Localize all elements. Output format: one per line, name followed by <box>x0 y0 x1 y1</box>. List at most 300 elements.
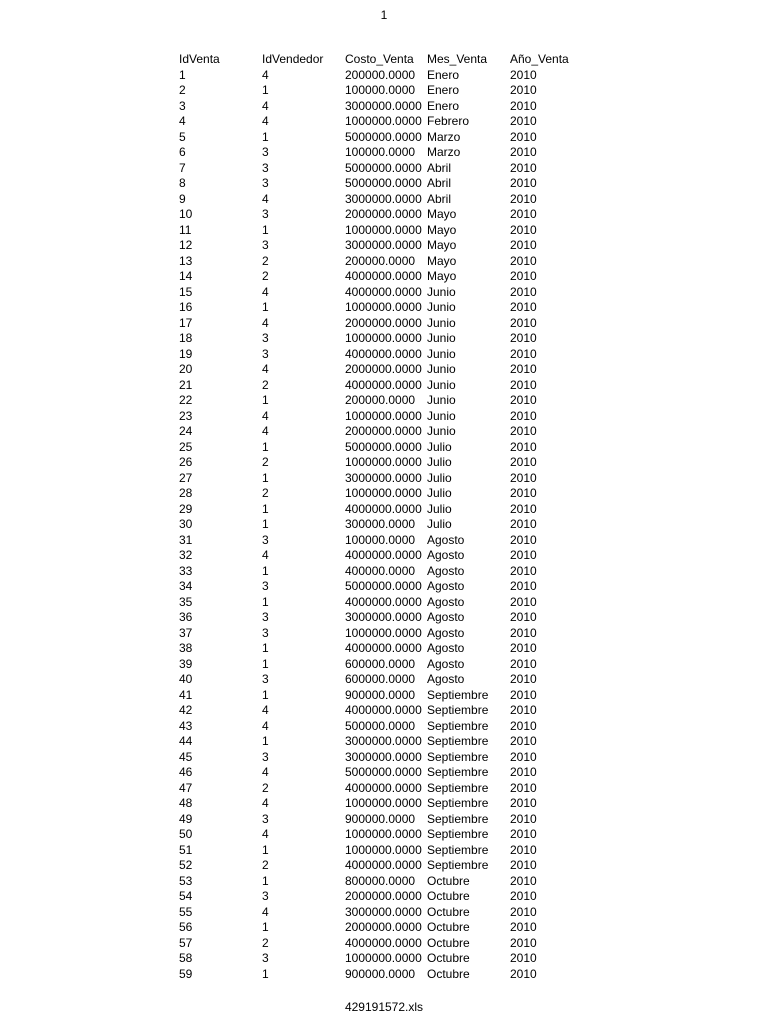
cell-anio-venta: 2010 <box>510 114 537 128</box>
cell-idvendedor: 4 <box>262 362 269 376</box>
cell-mes-venta: Julio <box>427 517 452 531</box>
cell-costo-venta: 2000000.0000 <box>345 424 422 438</box>
cell-idventa: 49 <box>179 811 193 826</box>
cell-idvendedor: 1 <box>262 439 269 454</box>
cell-costo-venta: 600000.0000 <box>345 656 416 671</box>
cell-costo-venta: 3000000.0000 <box>345 191 422 206</box>
cell-costo-venta: 300000.0000 <box>345 517 416 531</box>
cell-idvendedor: 3 <box>262 951 269 965</box>
cell-costo-venta: 4000000.0000 <box>345 780 422 795</box>
cell-idventa: 17 <box>179 315 193 330</box>
cell-idvendedor: 4 <box>262 827 269 841</box>
cell-idventa: 46 <box>179 765 193 779</box>
table-row <box>179 967 593 983</box>
cell-mes-venta: Junio <box>427 315 456 330</box>
cell-costo-venta: 2000000.0000 <box>345 920 422 934</box>
cell-costo-venta: 1000000.0000 <box>345 486 422 500</box>
cell-anio-venta: 2010 <box>510 780 537 795</box>
cell-mes-venta: Julio <box>427 470 452 485</box>
cell-idventa: 27 <box>179 470 193 485</box>
table-row <box>179 579 593 595</box>
table-row <box>179 130 593 146</box>
table-row <box>179 827 593 843</box>
table-row <box>179 595 593 611</box>
cell-anio-venta: 2010 <box>510 625 537 640</box>
cell-costo-venta: 200000.0000 <box>345 67 416 82</box>
cell-mes-venta: Junio <box>427 362 456 376</box>
cell-idventa: 53 <box>179 873 193 888</box>
cell-mes-venta: Julio <box>427 501 452 516</box>
cell-mes-venta: Octubre <box>427 920 470 934</box>
cell-idvendedor: 2 <box>262 455 269 469</box>
cell-costo-venta: 1000000.0000 <box>345 455 422 469</box>
cell-idventa: 10 <box>179 207 193 221</box>
cell-anio-venta: 2010 <box>510 703 537 717</box>
cell-idventa: 22 <box>179 393 193 407</box>
cell-idvendedor: 3 <box>262 331 269 345</box>
cell-costo-venta: 900000.0000 <box>345 811 416 826</box>
cell-costo-venta: 1000000.0000 <box>345 331 422 345</box>
cell-idvendedor: 3 <box>262 579 269 593</box>
cell-costo-venta: 1000000.0000 <box>345 625 422 640</box>
cell-anio-venta: 2010 <box>510 811 537 826</box>
table-row <box>179 347 593 363</box>
table-row <box>179 378 593 394</box>
cell-idventa: 42 <box>179 703 193 717</box>
cell-costo-venta: 400000.0000 <box>345 563 416 578</box>
cell-mes-venta: Junio <box>427 377 456 392</box>
table-row <box>179 238 593 254</box>
table-row <box>179 548 593 564</box>
cell-idventa: 1 <box>179 67 186 82</box>
cell-costo-venta: 5000000.0000 <box>345 439 422 454</box>
table-row <box>179 114 593 130</box>
cell-idvendedor: 1 <box>262 83 269 97</box>
cell-idventa: 43 <box>179 718 193 733</box>
table-row <box>179 951 593 967</box>
cell-anio-venta: 2010 <box>510 331 537 345</box>
table-row <box>179 719 593 735</box>
table-row <box>179 765 593 781</box>
cell-idventa: 4 <box>179 114 186 128</box>
cell-mes-venta: Septiembre <box>427 718 489 733</box>
table-row <box>179 176 593 192</box>
cell-anio-venta: 2010 <box>510 129 537 144</box>
cell-mes-venta: Enero <box>427 98 460 113</box>
cell-mes-venta: Agosto <box>427 532 465 547</box>
cell-anio-venta: 2010 <box>510 346 537 361</box>
cell-costo-venta: 5000000.0000 <box>345 765 422 779</box>
cell-idventa: 29 <box>179 501 193 516</box>
table-row <box>179 300 593 316</box>
table-row <box>179 796 593 812</box>
cell-idventa: 20 <box>179 362 193 376</box>
table-row <box>179 858 593 874</box>
cell-anio-venta: 2010 <box>510 393 537 407</box>
cell-costo-venta: 900000.0000 <box>345 687 416 702</box>
cell-costo-venta: 5000000.0000 <box>345 176 422 190</box>
cell-anio-venta: 2010 <box>510 610 537 624</box>
cell-anio-venta: 2010 <box>510 145 537 159</box>
cell-idventa: 2 <box>179 83 186 97</box>
cell-costo-venta: 4000000.0000 <box>345 858 422 872</box>
cell-idvendedor: 3 <box>262 238 269 252</box>
cell-anio-venta: 2010 <box>510 222 537 237</box>
sales-table <box>179 52 593 982</box>
cell-mes-venta: Septiembre <box>427 703 489 717</box>
cell-mes-venta: Junio <box>427 331 456 345</box>
cell-idventa: 34 <box>179 579 193 593</box>
cell-anio-venta: 2010 <box>510 641 537 655</box>
cell-idvendedor: 4 <box>262 796 269 810</box>
cell-costo-venta: 4000000.0000 <box>345 269 422 283</box>
cell-anio-venta: 2010 <box>510 532 537 547</box>
cell-idventa: 14 <box>179 269 193 283</box>
header-row <box>179 52 593 68</box>
cell-costo-venta: 4000000.0000 <box>345 703 422 717</box>
cell-mes-venta: Abril <box>427 176 452 190</box>
cell-mes-venta: Mayo <box>427 207 457 221</box>
cell-idvendedor: 3 <box>262 160 269 175</box>
table-row <box>179 564 593 580</box>
table-row <box>179 750 593 766</box>
cell-costo-venta: 4000000.0000 <box>345 641 422 655</box>
cell-anio-venta: 2010 <box>510 842 537 857</box>
table-row <box>179 145 593 161</box>
cell-idvendedor: 3 <box>262 532 269 547</box>
cell-idventa: 40 <box>179 672 193 686</box>
cell-idventa: 8 <box>179 176 186 190</box>
cell-costo-venta: 2000000.0000 <box>345 362 422 376</box>
cell-costo-venta: 600000.0000 <box>345 672 416 686</box>
cell-mes-venta: Septiembre <box>427 749 489 764</box>
table-row <box>179 812 593 828</box>
table-row <box>179 207 593 223</box>
cell-costo-venta: 200000.0000 <box>345 253 416 268</box>
cell-anio-venta: 2010 <box>510 501 537 516</box>
cell-anio-venta: 2010 <box>510 935 537 950</box>
cell-idventa: 51 <box>179 842 193 857</box>
cell-costo-venta: 1000000.0000 <box>345 842 422 857</box>
cell-costo-venta: 4000000.0000 <box>345 935 422 950</box>
cell-anio-venta: 2010 <box>510 827 537 841</box>
column-header-idvendedor: IdVendedor <box>262 52 324 66</box>
table-row <box>179 874 593 890</box>
cell-idvendedor: 3 <box>262 625 269 640</box>
cell-mes-venta: Septiembre <box>427 734 489 748</box>
cell-mes-venta: Septiembre <box>427 765 489 779</box>
table-row <box>179 83 593 99</box>
cell-anio-venta: 2010 <box>510 796 537 810</box>
column-header-anio-venta: Año_Venta <box>510 52 569 66</box>
cell-idvendedor: 1 <box>262 129 269 144</box>
cell-mes-venta: Mayo <box>427 238 457 252</box>
cell-idvendedor: 4 <box>262 904 269 919</box>
cell-mes-venta: Agosto <box>427 579 465 593</box>
cell-anio-venta: 2010 <box>510 98 537 113</box>
cell-costo-venta: 5000000.0000 <box>345 579 422 593</box>
cell-mes-venta: Octubre <box>427 873 470 888</box>
table-row <box>179 517 593 533</box>
cell-anio-venta: 2010 <box>510 238 537 252</box>
cell-costo-venta: 5000000.0000 <box>345 160 422 175</box>
table-row <box>179 424 593 440</box>
cell-mes-venta: Julio <box>427 486 452 500</box>
cell-anio-venta: 2010 <box>510 207 537 221</box>
cell-costo-venta: 2000000.0000 <box>345 207 422 221</box>
cell-mes-venta: Agosto <box>427 641 465 655</box>
cell-costo-venta: 100000.0000 <box>345 145 416 159</box>
cell-anio-venta: 2010 <box>510 548 537 562</box>
cell-mes-venta: Septiembre <box>427 687 489 702</box>
table-row <box>179 905 593 921</box>
cell-anio-venta: 2010 <box>510 687 537 702</box>
cell-idventa: 47 <box>179 780 193 795</box>
cell-idventa: 35 <box>179 594 193 609</box>
table-body <box>179 68 593 983</box>
cell-idventa: 19 <box>179 346 193 361</box>
cell-mes-venta: Mayo <box>427 269 457 283</box>
cell-anio-venta: 2010 <box>510 362 537 376</box>
cell-idventa: 26 <box>179 455 193 469</box>
cell-idvendedor: 4 <box>262 424 269 438</box>
cell-anio-venta: 2010 <box>510 966 537 981</box>
table-row <box>179 393 593 409</box>
cell-costo-venta: 1000000.0000 <box>345 827 422 841</box>
cell-costo-venta: 4000000.0000 <box>345 346 422 361</box>
cell-idvendedor: 1 <box>262 966 269 981</box>
cell-idventa: 56 <box>179 920 193 934</box>
cell-idvendedor: 4 <box>262 191 269 206</box>
cell-idvendedor: 4 <box>262 703 269 717</box>
cell-idvendedor: 4 <box>262 718 269 733</box>
cell-idvendedor: 3 <box>262 811 269 826</box>
cell-mes-venta: Septiembre <box>427 842 489 857</box>
cell-mes-venta: Abril <box>427 160 452 175</box>
cell-idvendedor: 2 <box>262 780 269 795</box>
cell-idvendedor: 3 <box>262 610 269 624</box>
table-row <box>179 409 593 425</box>
table-row <box>179 285 593 301</box>
cell-mes-venta: Mayo <box>427 222 457 237</box>
cell-mes-venta: Agosto <box>427 594 465 609</box>
table-row <box>179 889 593 905</box>
cell-mes-venta: Junio <box>427 424 456 438</box>
cell-mes-venta: Junio <box>427 346 456 361</box>
cell-idvendedor: 4 <box>262 114 269 128</box>
cell-idvendedor: 1 <box>262 920 269 934</box>
cell-idventa: 54 <box>179 889 193 903</box>
cell-costo-venta: 3000000.0000 <box>345 238 422 252</box>
cell-mes-venta: Enero <box>427 83 460 97</box>
cell-idvendedor: 1 <box>262 300 269 314</box>
cell-idvendedor: 2 <box>262 486 269 500</box>
cell-idventa: 30 <box>179 517 193 531</box>
table-row <box>179 99 593 115</box>
cell-idvendedor: 1 <box>262 641 269 655</box>
table-row <box>179 161 593 177</box>
cell-mes-venta: Junio <box>427 408 456 423</box>
cell-anio-venta: 2010 <box>510 424 537 438</box>
cell-idventa: 5 <box>179 129 186 144</box>
cell-mes-venta: Mayo <box>427 253 457 268</box>
cell-costo-venta: 4000000.0000 <box>345 548 422 562</box>
cell-idvendedor: 3 <box>262 145 269 159</box>
cell-anio-venta: 2010 <box>510 594 537 609</box>
cell-idvendedor: 2 <box>262 935 269 950</box>
cell-costo-venta: 800000.0000 <box>345 873 416 888</box>
cell-costo-venta: 100000.0000 <box>345 532 416 547</box>
cell-mes-venta: Agosto <box>427 548 465 562</box>
cell-mes-venta: Junio <box>427 284 456 299</box>
cell-anio-venta: 2010 <box>510 718 537 733</box>
cell-anio-venta: 2010 <box>510 951 537 965</box>
table-row <box>179 68 593 84</box>
cell-idventa: 21 <box>179 377 193 392</box>
cell-anio-venta: 2010 <box>510 656 537 671</box>
cell-idventa: 7 <box>179 160 186 175</box>
cell-anio-venta: 2010 <box>510 579 537 593</box>
cell-idvendedor: 2 <box>262 253 269 268</box>
cell-costo-venta: 3000000.0000 <box>345 749 422 764</box>
cell-anio-venta: 2010 <box>510 455 537 469</box>
cell-idventa: 50 <box>179 827 193 841</box>
cell-idvendedor: 2 <box>262 377 269 392</box>
cell-idvendedor: 1 <box>262 563 269 578</box>
cell-idventa: 12 <box>179 238 193 252</box>
cell-mes-venta: Octubre <box>427 951 470 965</box>
cell-idvendedor: 1 <box>262 842 269 857</box>
table-row <box>179 471 593 487</box>
cell-anio-venta: 2010 <box>510 470 537 485</box>
column-header-mes-venta: Mes_Venta <box>427 52 488 66</box>
cell-costo-venta: 4000000.0000 <box>345 284 422 299</box>
table-row <box>179 331 593 347</box>
cell-idventa: 11 <box>179 222 192 237</box>
table-row <box>179 672 593 688</box>
cell-idventa: 6 <box>179 145 186 159</box>
cell-idvendedor: 1 <box>262 470 269 485</box>
page-number: 1 <box>380 8 388 22</box>
cell-anio-venta: 2010 <box>510 904 537 919</box>
table-row <box>179 316 593 332</box>
table-row <box>179 641 593 657</box>
cell-anio-venta: 2010 <box>510 284 537 299</box>
table-row <box>179 781 593 797</box>
cell-mes-venta: Agosto <box>427 625 465 640</box>
cell-anio-venta: 2010 <box>510 858 537 872</box>
cell-idventa: 16 <box>179 300 193 314</box>
cell-anio-venta: 2010 <box>510 734 537 748</box>
cell-costo-venta: 1000000.0000 <box>345 300 422 314</box>
cell-idventa: 15 <box>179 284 193 299</box>
cell-mes-venta: Abril <box>427 191 452 206</box>
cell-mes-venta: Septiembre <box>427 827 489 841</box>
cell-mes-venta: Febrero <box>427 114 470 128</box>
column-header-costo-venta: Costo_Venta <box>345 52 414 66</box>
cell-idventa: 57 <box>179 935 193 950</box>
cell-idvendedor: 3 <box>262 176 269 190</box>
cell-anio-venta: 2010 <box>510 83 537 97</box>
cell-idvendedor: 3 <box>262 889 269 903</box>
cell-idvendedor: 3 <box>262 207 269 221</box>
table-row <box>179 703 593 719</box>
cell-idvendedor: 4 <box>262 408 269 423</box>
cell-mes-venta: Septiembre <box>427 858 489 872</box>
cell-idventa: 25 <box>179 439 193 454</box>
cell-anio-venta: 2010 <box>510 563 537 578</box>
cell-mes-venta: Octubre <box>427 935 470 950</box>
cell-costo-venta: 1000000.0000 <box>345 114 422 128</box>
column-header-idventa: IdVenta <box>179 52 220 66</box>
cell-mes-venta: Julio <box>427 455 452 469</box>
cell-anio-venta: 2010 <box>510 408 537 423</box>
cell-anio-venta: 2010 <box>510 889 537 903</box>
cell-costo-venta: 1000000.0000 <box>345 222 422 237</box>
cell-idventa: 18 <box>179 331 193 345</box>
cell-idvendedor: 1 <box>262 517 269 531</box>
cell-idvendedor: 3 <box>262 346 269 361</box>
cell-idvendedor: 1 <box>262 594 269 609</box>
cell-idvendedor: 1 <box>262 501 269 516</box>
table-row <box>179 269 593 285</box>
file-name: 429191572.xls <box>344 1000 424 1014</box>
table-row <box>179 533 593 549</box>
cell-anio-venta: 2010 <box>510 67 537 82</box>
cell-idvendedor: 2 <box>262 858 269 872</box>
cell-costo-venta: 4000000.0000 <box>345 377 422 392</box>
cell-costo-venta: 4000000.0000 <box>345 501 422 516</box>
table-row <box>179 626 593 642</box>
cell-mes-venta: Marzo <box>427 145 461 159</box>
cell-idventa: 24 <box>179 424 193 438</box>
table-row <box>179 936 593 952</box>
cell-anio-venta: 2010 <box>510 439 537 454</box>
table-row <box>179 920 593 936</box>
cell-anio-venta: 2010 <box>510 486 537 500</box>
cell-idvendedor: 4 <box>262 67 269 82</box>
cell-mes-venta: Octubre <box>427 904 470 919</box>
cell-anio-venta: 2010 <box>510 315 537 330</box>
cell-idventa: 31 <box>179 532 193 547</box>
cell-costo-venta: 1000000.0000 <box>345 408 422 423</box>
cell-idventa: 59 <box>179 966 193 981</box>
cell-costo-venta: 2000000.0000 <box>345 889 422 903</box>
cell-mes-venta: Octubre <box>427 889 470 903</box>
cell-idventa: 58 <box>179 951 193 965</box>
cell-mes-venta: Agosto <box>427 563 465 578</box>
cell-anio-venta: 2010 <box>510 377 537 392</box>
cell-idvendedor: 1 <box>262 656 269 671</box>
table-row <box>179 455 593 471</box>
cell-idvendedor: 1 <box>262 393 269 407</box>
cell-anio-venta: 2010 <box>510 672 537 686</box>
cell-costo-venta: 5000000.0000 <box>345 129 422 144</box>
cell-anio-venta: 2010 <box>510 920 537 934</box>
cell-costo-venta: 1000000.0000 <box>345 951 422 965</box>
cell-mes-venta: Julio <box>427 439 452 454</box>
cell-costo-venta: 500000.0000 <box>345 718 416 733</box>
cell-idventa: 3 <box>179 98 186 113</box>
table-row <box>179 254 593 270</box>
cell-anio-venta: 2010 <box>510 269 537 283</box>
cell-idventa: 55 <box>179 904 193 919</box>
cell-idvendedor: 1 <box>262 222 269 237</box>
cell-idvendedor: 4 <box>262 548 269 562</box>
cell-costo-venta: 3000000.0000 <box>345 904 422 919</box>
table-row <box>179 362 593 378</box>
cell-idvendedor: 1 <box>262 873 269 888</box>
